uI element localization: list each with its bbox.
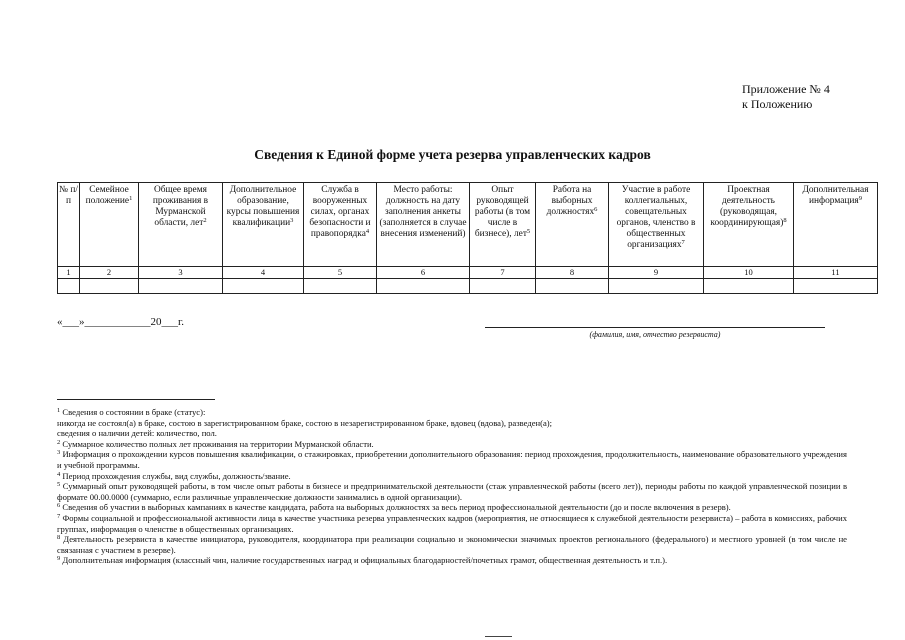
column-number: 10 — [704, 267, 794, 279]
column-header-text: Проектная деятельность (руководящая, координирующая) — [710, 185, 784, 228]
footnote-ref: 9 — [858, 195, 862, 202]
column-header — [794, 183, 878, 267]
footnote-text: Деятельность резервиста в качестве инициатора, руководителя, координатора при реализации социально и экономически значимых проектов регионального (федерального) и местного уровней (в том числе не связанная с участием в резерве). — [57, 534, 847, 555]
footnote — [57, 534, 847, 555]
footnote — [57, 555, 847, 566]
footnote-ref: 2 — [203, 217, 207, 224]
footnote — [57, 407, 847, 418]
footnote-ref: 3 — [290, 217, 294, 224]
column-header — [377, 183, 470, 267]
footnote-mark: 6 — [57, 502, 61, 510]
table-cell[interactable] — [536, 279, 609, 294]
column-number: 9 — [609, 267, 704, 279]
column-number: 3 — [139, 267, 223, 279]
footnote-text: Суммарный опыт руководящей работы, в том числе опыт работы в бизнесе и предпринимательской деятельности (стаж управленческой работы (всего лет)), периоды работы по каждой управленческой позиции в формате 00.00.0000 (суммарно, если различные управленческие должности занимались в одной организации). — [57, 481, 847, 502]
reserve-form-table — [57, 182, 878, 294]
column-header-text: Общее время проживания в Мурманской области, лет — [152, 185, 209, 228]
column-header — [609, 183, 704, 267]
column-number: 1 — [58, 267, 80, 279]
footnote-text: никогда не состоял(а) в браке, состою в зарегистрированном браке, состою в незарегистрированном браке, вдовец (вдова), разведен(а); — [57, 417, 553, 428]
page-mark — [485, 636, 512, 637]
column-header — [80, 183, 139, 267]
footnote-mark: 2 — [57, 438, 61, 446]
table-cell[interactable] — [470, 279, 536, 294]
footnote-ref: 7 — [681, 239, 685, 246]
column-header-text: Работа на выборных должностях — [546, 185, 595, 217]
column-number: 7 — [470, 267, 536, 279]
footnote-text: Суммарное количество полных лет проживания на территории Мурманской области. — [60, 438, 374, 449]
date-field: «___»____________20___г. — [57, 316, 185, 328]
column-number: 8 — [536, 267, 609, 279]
table-cell[interactable] — [377, 279, 470, 294]
footnote-mark: 8 — [57, 534, 61, 542]
column-header — [704, 183, 794, 267]
table-cell[interactable] — [304, 279, 377, 294]
footnote-text: Информация о прохождении курсов повышения квалификации, о стажировках, приобретении дополнительного образования: период прохождения, продолжительность, наименование образовательного учреждения и учебной программы. — [57, 449, 847, 470]
column-header-text: № п/п — [59, 185, 78, 206]
column-header-text: Дополнительное образование, курсы повышения квалификации — [226, 185, 300, 228]
footnote-mark: 5 — [57, 481, 61, 489]
column-header-text: Дополнительная информация — [802, 185, 869, 206]
table-row — [58, 279, 878, 294]
table-cell[interactable] — [80, 279, 139, 294]
footnote — [57, 428, 847, 439]
footnote-ref: 4 — [365, 228, 370, 235]
table-cell[interactable] — [139, 279, 223, 294]
signature-line — [485, 327, 825, 328]
column-header — [304, 183, 377, 267]
column-number: 6 — [377, 267, 470, 279]
footnote-separator — [57, 399, 215, 400]
column-number: 5 — [304, 267, 377, 279]
column-header — [58, 183, 80, 267]
footnote-text: Сведения об участии в выборных кампаниях в качестве кандидата, работа на выборных должностях за весь период профессиональной деятельности (до и после включения в резерв). — [60, 502, 731, 513]
column-header-text: Семейное положение — [85, 185, 130, 206]
table-cell[interactable] — [609, 279, 704, 294]
footnote-mark: 4 — [57, 470, 61, 478]
footnote-mark: 7 — [57, 512, 61, 520]
column-header — [536, 183, 609, 267]
appendix-label — [742, 82, 830, 112]
appendix-reference: к Положению — [742, 97, 813, 111]
column-header-text: Место работы: должность на дату заполнения анкеты (заполняется в случае внесения изменений) — [379, 185, 467, 239]
footnote — [57, 502, 847, 513]
table-cell[interactable] — [58, 279, 80, 294]
footnote-text: Период прохождения службы, вид службы, должность/звание. — [60, 470, 291, 481]
footnote-mark: 3 — [57, 449, 61, 457]
signature-caption: (фамилия, имя, отчество резервиста) — [589, 330, 721, 339]
footnote-text: сведения о наличии детей: количество, пол. — [57, 428, 217, 439]
table-cell[interactable] — [794, 279, 878, 294]
footnote — [57, 513, 847, 534]
footnote-ref: 5 — [526, 228, 531, 235]
appendix-number: Приложение № 4 — [742, 82, 830, 96]
column-header-text: Участие в работе коллегиальных, совещательных органов, членство в общественных организациях — [616, 185, 696, 250]
footnote-text: Сведения о состоянии в браке (статус): — [60, 407, 206, 417]
footnote-ref: 1 — [129, 195, 133, 202]
footnote-mark: 1 — [57, 407, 61, 414]
footnote-mark: 9 — [57, 555, 61, 563]
footnote — [57, 449, 847, 470]
column-header — [139, 183, 223, 267]
column-number: 2 — [80, 267, 139, 279]
document-title: Сведения к Единой форме учета резерва управленческих кадров — [254, 147, 651, 162]
footnote — [57, 471, 847, 482]
column-number-row — [58, 267, 878, 279]
table-header-row — [58, 183, 878, 267]
column-number: 4 — [223, 267, 304, 279]
footnote — [57, 439, 847, 450]
column-header-text: Опыт руководящей работы (в том числе в бизнесе), лет — [474, 185, 531, 239]
column-header-text: Служба в вооруженных силах, органах безопасности и правопорядка — [309, 185, 371, 239]
table-cell[interactable] — [704, 279, 794, 294]
footnote — [57, 418, 847, 429]
column-header — [470, 183, 536, 267]
column-number: 11 — [794, 267, 878, 279]
footnote-text: Дополнительная информация (классный чин, наличие государственных наград и официальных благодарностей/почетных грамот, общественная деятельность и т.п.). — [60, 555, 668, 566]
footnote-ref: 8 — [783, 217, 787, 224]
footnote-text: Формы социальной и профессиональной активности лица в качестве участника резерва управленческих кадров (мероприятия, не относящиеся к служебной деятельности резервиста) – работа в комиссиях, рабочих группах, информация о членстве в общественных организациях. — [57, 512, 847, 534]
table-cell[interactable] — [223, 279, 304, 294]
footnotes — [57, 407, 847, 566]
footnote-ref: 6 — [594, 206, 598, 213]
column-header — [223, 183, 304, 267]
footnote — [57, 481, 847, 502]
